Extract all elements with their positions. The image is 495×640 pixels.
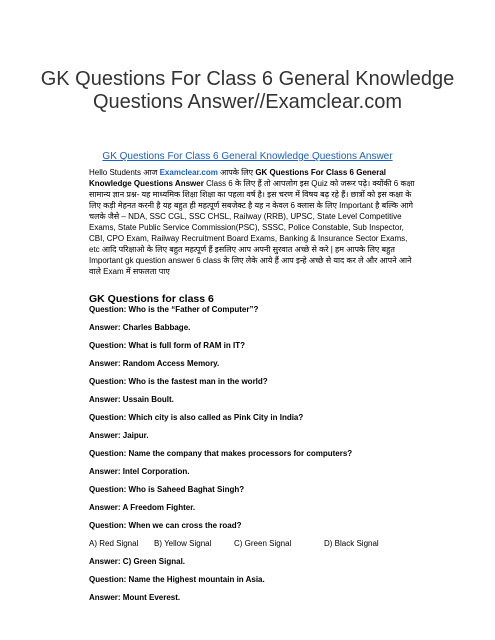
question-3: Question: Who is the fastest man in the world? bbox=[89, 377, 268, 386]
question-7: Question: When we can cross the road? bbox=[89, 521, 242, 530]
answer-3: Answer: Ussain Boult. bbox=[89, 395, 174, 404]
intro-rest: Class 6 के लिए हैं तो आपलोग इस Quiz को जरूर पढ़े। क्योंकी 6 कक्षा सामान्य ज्ञान प्रश्न- यह माध्यमिक शिक्षा शिक्षा का पहला वर्ष है। इस चरण में विषय बढ़ रहे हैं। छात्रों को इस कक्षा के लिए कड़ी मेहनत करनी है यह बहुत ही महत्पूर्ण सबजेक्ट है यह न केवल 6 क्लास के लिए Important है बल्कि आगे चलके जैसे – NDA, SSC CGL, SSC CHSL, Railway (RRB), UPSC, State Level Competitive Exams, State Public Service Commission(PSC), SSSC, Police Constable, Sub Inspector, CBI, CPO Exam, Railway Recruitment Board Exams, Banking & Insurance Sector Exams, etc आदि परिक्षाओ के लिए बहुत महत्पूर्ण हैं इसलिए आप अपनी सुरवात अच्छे से करे | हम आपके लिए बहुत Important gk question answer 6 class के लिए लेके आये हैं आप इन्हे अच्छे से याद कर ले और आपने आने वाले Exam में सफलता पाए bbox=[89, 179, 415, 276]
answer-8: Answer: Mount Everest. bbox=[89, 593, 181, 602]
intro-bold: GK Questions For Class 6 General Knowledge Questions Answer bbox=[89, 168, 387, 188]
section-heading: GK Questions for class 6 bbox=[89, 293, 214, 305]
answer-1: Answer: Charles Babbage. bbox=[89, 323, 191, 332]
page-title: GK Questions For Class 6 General Knowledge Questions Answer//Examclear.com bbox=[40, 68, 455, 113]
question-4: Question: Which city is also called as Pink City in India? bbox=[89, 413, 304, 422]
intro-lead: Hello Students आज bbox=[89, 168, 160, 177]
answer-4: Answer: Jaipur. bbox=[89, 431, 149, 440]
intro-mid: आपके लिए bbox=[217, 168, 256, 177]
answer-5: Answer: Intel Corporation. bbox=[89, 467, 190, 476]
answer-6: Answer: A Freedom Fighter. bbox=[89, 503, 196, 512]
option-a: A) Red Signal bbox=[89, 539, 139, 548]
answer-7: Answer: C) Green Signal. bbox=[89, 557, 186, 566]
question-1: Question: Who is the “Father of Computer”? bbox=[89, 305, 259, 314]
option-b: B) Yellow Signal bbox=[154, 539, 212, 548]
option-c: C) Green Signal bbox=[234, 539, 292, 548]
option-d: D) Black Signal bbox=[324, 539, 379, 548]
question-5: Question: Name the company that makes processors for computers? bbox=[89, 449, 353, 458]
question-6: Question: Who is Saheed Baghat Singh? bbox=[89, 485, 245, 494]
answer-2: Answer: Random Access Memory. bbox=[89, 359, 220, 368]
intro-paragraph bbox=[89, 167, 419, 277]
article-link[interactable]: GK Questions For Class 6 General Knowledge Questions Answer bbox=[102, 151, 393, 162]
brand-name: Examclear.com bbox=[159, 168, 218, 177]
question-8: Question: Name the Highest mountain in Asia. bbox=[89, 575, 265, 584]
question-2: Question: What is full form of RAM in IT? bbox=[89, 341, 245, 350]
